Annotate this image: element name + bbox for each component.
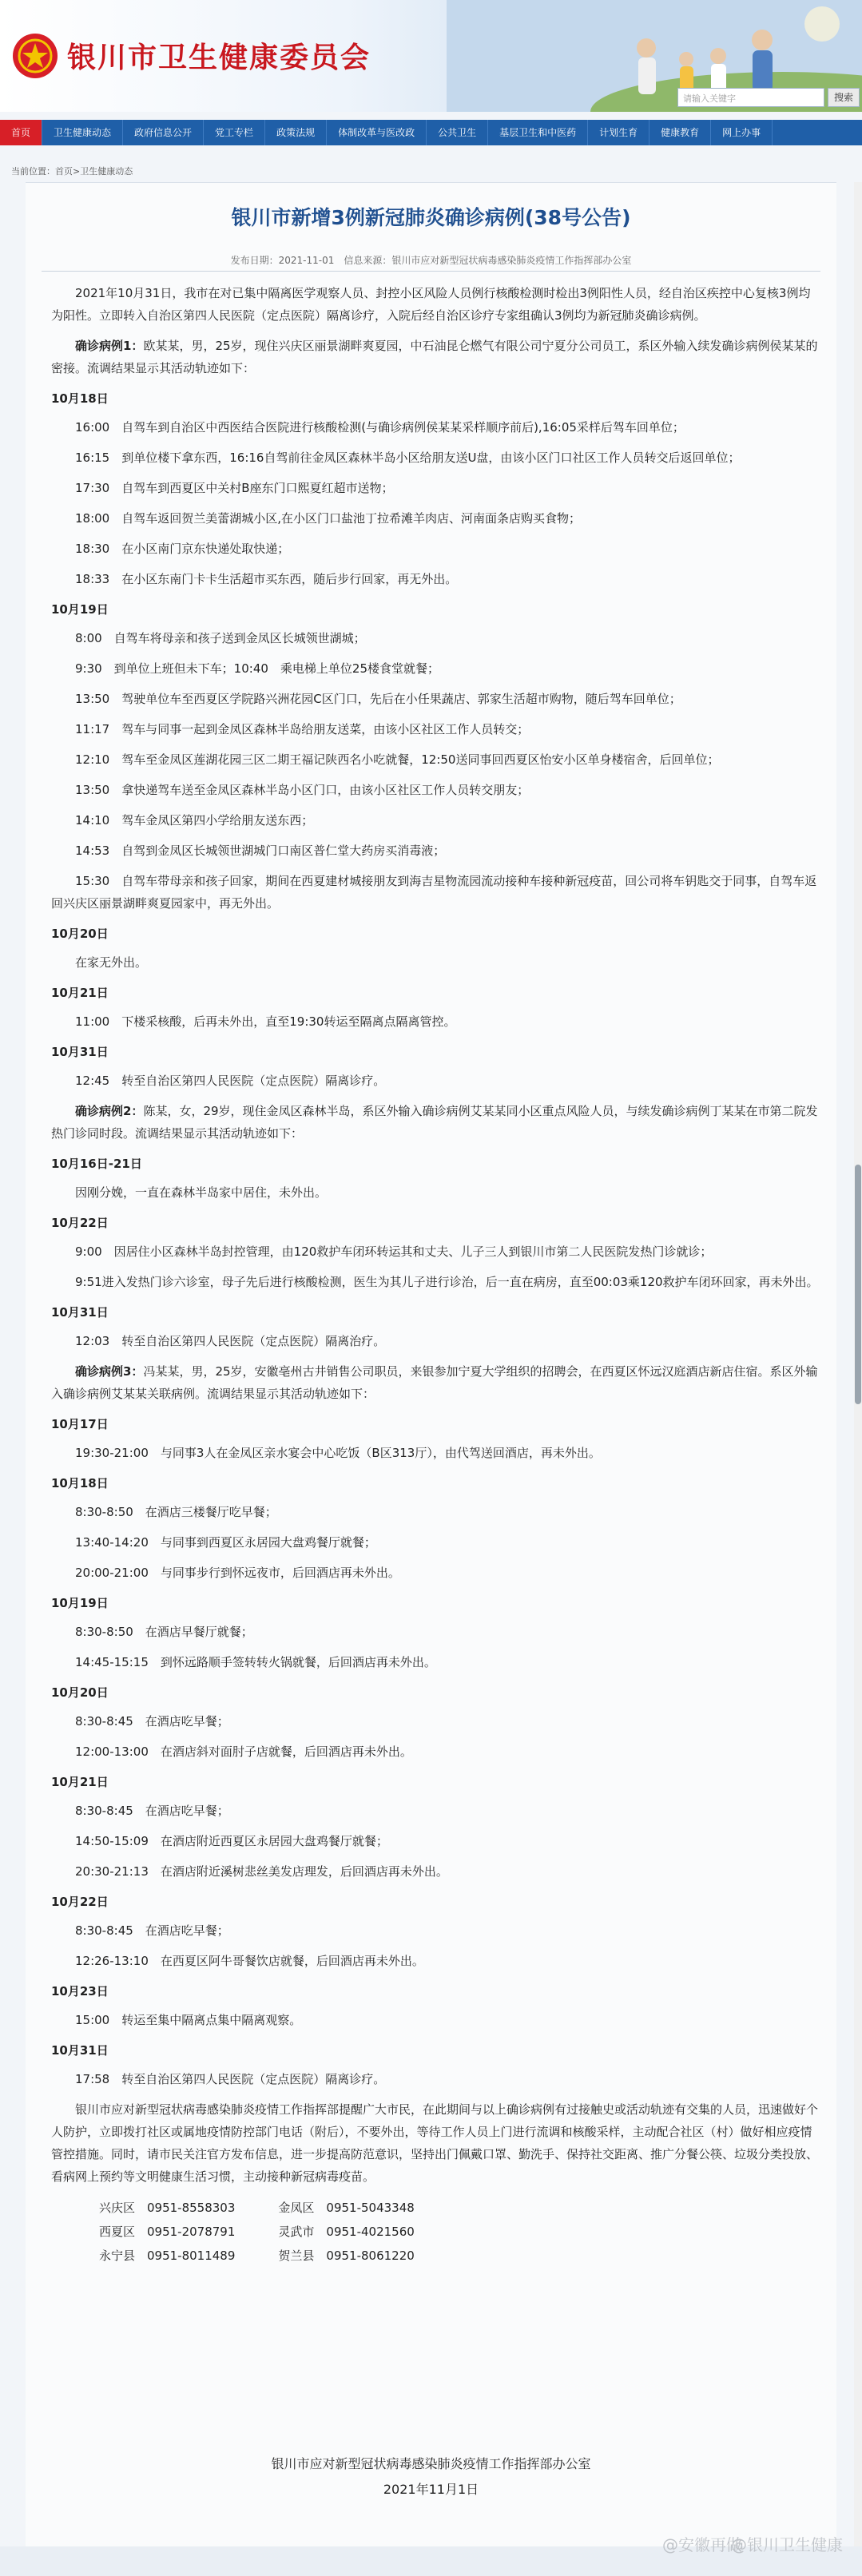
site-title: 银川市卫生健康委员会	[67, 42, 371, 74]
phone-entry: 西夏区 0951-2078791	[99, 2225, 236, 2239]
search-input[interactable]: 请输入关键字	[677, 88, 824, 107]
timeline-entry: 13:40-14:20 与同事到西夏区永居园大盘鸡餐厅就餐；	[75, 1535, 376, 1550]
timeline-entry: 20:30-21:13 在酒店附近溪树悲丝美发店理发，后回酒店再未外出。	[75, 1864, 448, 1879]
timeline-date: 10月20日	[51, 927, 109, 941]
timeline-date: 10月20日	[51, 1685, 109, 1700]
nav-health-edu[interactable]: 健康教育	[649, 120, 711, 145]
nav-grassroots[interactable]: 基层卫生和中医药	[488, 120, 588, 145]
timeline-date: 10月21日	[51, 1775, 109, 1789]
timeline-entry: 17:30 自驾车到西夏区中关村B座东门口熙夏红超市送物；	[75, 481, 394, 495]
article-meta: 发布日期：2021-11-01 信息来源：银川市应对新型冠状病毒感染肺炎疫情工作指挥部办公室	[230, 255, 632, 266]
timeline-entry: 13:50 拿快递驾车送至金凤区森林半岛小区门口，由该小区社区工作人员转交朋友；	[75, 783, 530, 797]
case2-desc: 陈某，女，29岁，现住金凤区森林半岛，系区外输入确诊病例艾某某同小区重点风险人员，与续发确诊病例丁某某在市第二院发热门诊同时段。流调结果显示其活动轨迹如下：	[51, 1104, 818, 1141]
case2-paragraph	[51, 1100, 820, 1145]
nav-gov-info[interactable]: 政府信息公开	[123, 120, 204, 145]
timeline-date: 10月31日	[51, 2043, 109, 2058]
timeline-entry: 14:10 驾车金凤区第四小学给朋友送东西；	[75, 813, 314, 828]
timeline-entry: 11:17 驾车与同事一起到金凤区森林半岛给朋友送菜，由该小区社区工作人员转交；	[75, 722, 530, 736]
case3-label: 确诊病例3：	[75, 1364, 144, 1379]
breadcrumb: 当前位置：首页>卫生健康动态	[11, 166, 133, 177]
timeline-entry: 14:45-15:15 到怀远路顺手签转转火锅就餐，后回酒店再未外出。	[75, 1655, 436, 1669]
timeline-entry: 20:00-21:00 与同事步行到怀远夜市，后回酒店再未外出。	[75, 1566, 400, 1580]
nav-health-news[interactable]: 卫生健康动态	[42, 120, 123, 145]
phone-row	[51, 2244, 820, 2268]
emblem-icon	[11, 32, 59, 80]
phone-entry: 灵武市 0951-4021560	[278, 2225, 415, 2239]
nav-party[interactable]: 党工专栏	[204, 120, 265, 145]
timeline-date: 10月19日	[51, 1596, 109, 1610]
case2-timeline	[51, 1153, 820, 1352]
timeline-entry: 9:00 因居住小区森林半岛封控管理，由120救护车闭环转运其和丈夫、儿子三人到银川市第二人民医院发热门诊就诊；	[75, 1244, 713, 1259]
timeline-entry: 9:30 到单位上班但未下车；10:40 乘电梯上单位25楼食堂就餐；	[75, 661, 440, 676]
timeline-entry: 因刚分娩，一直在森林半岛家中居住，未外出。	[75, 1185, 328, 1200]
timeline-date: 10月22日	[51, 1216, 109, 1230]
main-nav	[0, 120, 862, 145]
sign-date: 2021年11月1日	[383, 2482, 479, 2497]
timeline-entry: 12:03 转至自治区第四人民医院（定点医院）隔离治疗。	[75, 1334, 386, 1348]
phone-row	[51, 2220, 820, 2244]
article-title: 银川市新增3例新冠肺炎确诊病例(38号公告)	[231, 206, 631, 229]
nav-home[interactable]: 首页	[0, 120, 42, 145]
notice-paragraph: 银川市应对新型冠状病毒感染肺炎疫情工作指挥部提醒广大市民，在此期间与以上确诊病例有过接触史或活动轨迹有交集的人员，迅速做好个人防护，立即拨打社区或属地疫情防控部门电话（附后），不要外出，等待工作人员上门进行流调和核酸采样，主动配合社区（村）做好相应疫情管控措施。同时，请市民关注官方发布信息，进一步提高防范意识，坚持出门佩戴口罩、勤洗手、保持社交距离、推广分餐公筷、垃圾分类投放、看病网上预约等文明健康生活习惯，主动接种新冠病毒疫苗。	[51, 2102, 819, 2184]
timeline-date: 10月31日	[51, 1305, 109, 1320]
case1-paragraph	[51, 335, 820, 379]
timeline-entry: 13:50 驾驶单位车至西夏区学院路兴洲花园C区门口，先后在小任果蔬店、郭家生活超市购物，随后驾车回单位；	[75, 692, 681, 706]
nav-family-planning[interactable]: 计划生育	[588, 120, 649, 145]
scrollbar[interactable]	[854, 182, 862, 2546]
case1-label: 确诊病例1：	[75, 339, 144, 353]
watermark: @安徽再做	[662, 2535, 742, 2554]
intro-paragraph: 2021年10月31日，我市在对已集中隔离医学观察人员、封控小区风险人员例行核酸检测时检出3例阳性人员，经自治区疾控中心复核3例均为阳性。立即转入自治区第四人民医院（定点医院）隔离诊疗，入院后经自治区诊疗专家组确认3例均为新冠肺炎确诊病例。	[51, 286, 811, 323]
case2-label: 确诊病例2：	[75, 1104, 144, 1118]
timeline-date: 10月19日	[51, 602, 109, 617]
nav-policy[interactable]: 政策法规	[265, 120, 327, 145]
header-banner	[0, 0, 862, 112]
timeline-entry: 17:58 转至自治区第四人民医院（定点医院）隔离诊疗。	[75, 2072, 386, 2086]
timeline-entry: 8:30-8:50 在酒店三楼餐厅吃早餐；	[75, 1505, 277, 1519]
timeline-date: 10月21日	[51, 986, 109, 1000]
timeline-entry: 11:00 下楼采核酸，后再未外出，直至19:30转运至隔离点隔离管控。	[75, 1014, 456, 1029]
timeline-entry: 18:00 自驾车返回贺兰美蕾湖城小区,在小区门口盐池丁拉希滩羊肉店、河南面条店购买食物；	[75, 511, 581, 526]
timeline-entry: 15:30 自驾车带母亲和孩子回家，期间在西夏建材城接朋友到海吉星物流园流动接种车接种新冠疫苗，回公司将车钥匙交于同事，自驾车返回兴庆区丽景湖畔爽夏园家中，再无外出。	[51, 874, 817, 911]
timeline-entry: 在家无外出。	[75, 955, 148, 970]
watermark: @银川卫生健康	[731, 2535, 843, 2554]
nav-reform[interactable]: 体制改革与医改政	[327, 120, 427, 145]
phone-entry: 永宁县 0951-8011489	[99, 2249, 236, 2263]
timeline-date: 10月18日	[51, 391, 109, 406]
timeline-entry: 8:30-8:45 在酒店吃早餐；	[75, 1804, 229, 1818]
nav-online-service[interactable]: 网上办事	[711, 120, 773, 145]
case3-timeline	[51, 1413, 820, 2090]
timeline-entry: 12:45 转至自治区第四人民医院（定点医院）隔离诊疗。	[75, 1074, 386, 1088]
timeline-entry: 14:53 自驾到金凤区长城领世湖城门口南区普仁堂大药房买消毒液；	[75, 843, 446, 858]
timeline-date: 10月16日-21日	[51, 1157, 142, 1171]
timeline-entry: 8:00 自驾车将母亲和孩子送到金凤区长城领世湖城；	[75, 631, 366, 645]
timeline-entry: 9:51进入发热门诊六诊室，母子先后进行核酸检测，医生为其儿子进行诊治，后一直在病房，直至00:03乘120救护车闭环回家，再未外出。	[75, 1275, 819, 1289]
phone-list	[51, 2196, 820, 2268]
article-card	[26, 182, 836, 2546]
timeline-date: 10月22日	[51, 1895, 109, 1909]
timeline-entry: 12:26-13:10 在西夏区阿牛哥餐饮店就餐，后回酒店再未外出。	[75, 1954, 424, 1968]
timeline-date: 10月17日	[51, 1417, 109, 1431]
timeline-entry: 14:50-15:09 在酒店附近西夏区永居园大盘鸡餐厅就餐；	[75, 1834, 388, 1848]
signature-block	[26, 2451, 836, 2503]
timeline-entry: 8:30-8:50 在酒店早餐厅就餐；	[75, 1625, 253, 1639]
divider	[42, 271, 820, 272]
timeline-entry: 16:15 到单位楼下拿东西，16:16自驾前往金凤区森林半岛小区给朋友送U盘，由该小区门口社区工作人员转交后返回单位；	[75, 451, 741, 465]
timeline-entry: 18:33 在小区东南门卡卡生活超市买东西，随后步行回家，再无外出。	[75, 572, 458, 586]
timeline-entry: 19:30-21:00 与同事3人在金凤区亲水宴会中心吃饭（B区313厅），由代驾送回酒店，再未外出。	[75, 1446, 601, 1460]
timeline-entry: 15:00 转运至集中隔离点集中隔离观察。	[75, 2013, 302, 2027]
case1-timeline	[51, 387, 820, 1092]
timeline-date: 10月31日	[51, 1045, 109, 1059]
timeline-entry: 8:30-8:45 在酒店吃早餐；	[75, 1923, 229, 1938]
search-button[interactable]: 搜索	[828, 88, 860, 107]
timeline-entry: 8:30-8:45 在酒店吃早餐；	[75, 1714, 229, 1729]
phone-entry: 兴庆区 0951-8558303	[99, 2201, 236, 2215]
case3-desc: 冯某某，男，25岁，安徽亳州古井销售公司职员，来银参加宁夏大学组织的招聘会，在西夏区怀远汉庭酒店新店住宿。系区外输入确诊病例艾某某关联病例。流调结果显示其活动轨迹如下：	[51, 1364, 818, 1401]
timeline-entry: 16:00 自驾车到自治区中西医结合医院进行核酸检测(与确诊病例侯某某采样顺序前后),16:05采样后驾车回单位；	[75, 420, 685, 435]
nav-public-health[interactable]: 公共卫生	[427, 120, 488, 145]
timeline-entry: 12:00-13:00 在酒店斜对面肘子店就餐，后回酒店再未外出。	[75, 1744, 412, 1759]
phone-entry: 贺兰县 0951-8061220	[278, 2249, 415, 2263]
scroll-thumb[interactable]	[855, 1165, 861, 1404]
phone-entry: 金凤区 0951-5043348	[278, 2201, 415, 2215]
article-body	[26, 282, 836, 2268]
timeline-date: 10月18日	[51, 1476, 109, 1490]
timeline-entry: 18:30 在小区南门京东快递处取快递；	[75, 542, 290, 556]
phone-row	[51, 2196, 820, 2220]
sign-org: 银川市应对新型冠状病毒感染肺炎疫情工作指挥部办公室	[271, 2456, 591, 2471]
case3-paragraph	[51, 1360, 820, 1405]
case1-desc: 欧某某，男，25岁，现住兴庆区丽景湖畔爽夏园，中石油昆仑燃气有限公司宁夏分公司员工，系区外输入续发确诊病例侯某某的密接。流调结果显示其活动轨迹如下：	[51, 339, 818, 375]
timeline-entry: 12:10 驾车至金凤区莲湖花园三区二期王福记陕西名小吃就餐，12:50送同事回西夏区怡安小区单身楼宿舍，后回单位；	[75, 752, 720, 767]
timeline-date: 10月23日	[51, 1984, 109, 1998]
